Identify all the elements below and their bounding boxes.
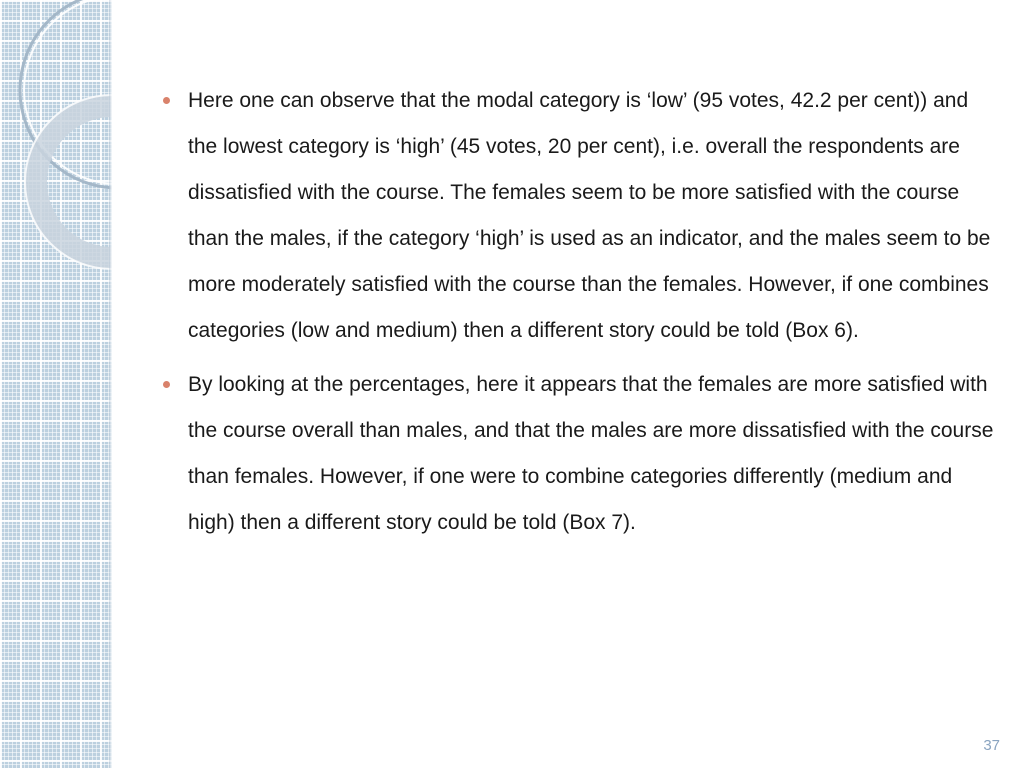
- bullet-icon: [163, 97, 170, 104]
- page-number: 37: [983, 737, 1000, 754]
- bullet-icon: [163, 381, 170, 388]
- bullet-text: Here one can observe that the modal category is ‘low’ (95 votes, 42.2 per cent)) and the lowest category is ‘high’ (45 votes, 20 per cent), i.e. overall the respondents are dissatisfied with the course. The females seem to be more satisfied with the course than the males, if the category ‘high’ is used as an indicator, and the males seem to be more moderately satisfied with the course than the females. However, if one combines categories (low and medium) then a different story could be told (Box 6).: [188, 89, 991, 342]
- decorative-side-panel: [0, 0, 112, 768]
- bullet-item: [160, 78, 996, 354]
- bullet-item: [160, 362, 996, 546]
- slide-content: [160, 78, 996, 554]
- bullet-text: By looking at the percentages, here it appears that the females are more satisfied with the course overall than males, and that the males are more dissatisfied with the course than females. However, if one were to combine categories differently (medium and high) then a different story could be told (Box 7).: [188, 373, 994, 534]
- decorative-rings-graphic: [0, 0, 112, 300]
- bullet-list: [160, 78, 996, 546]
